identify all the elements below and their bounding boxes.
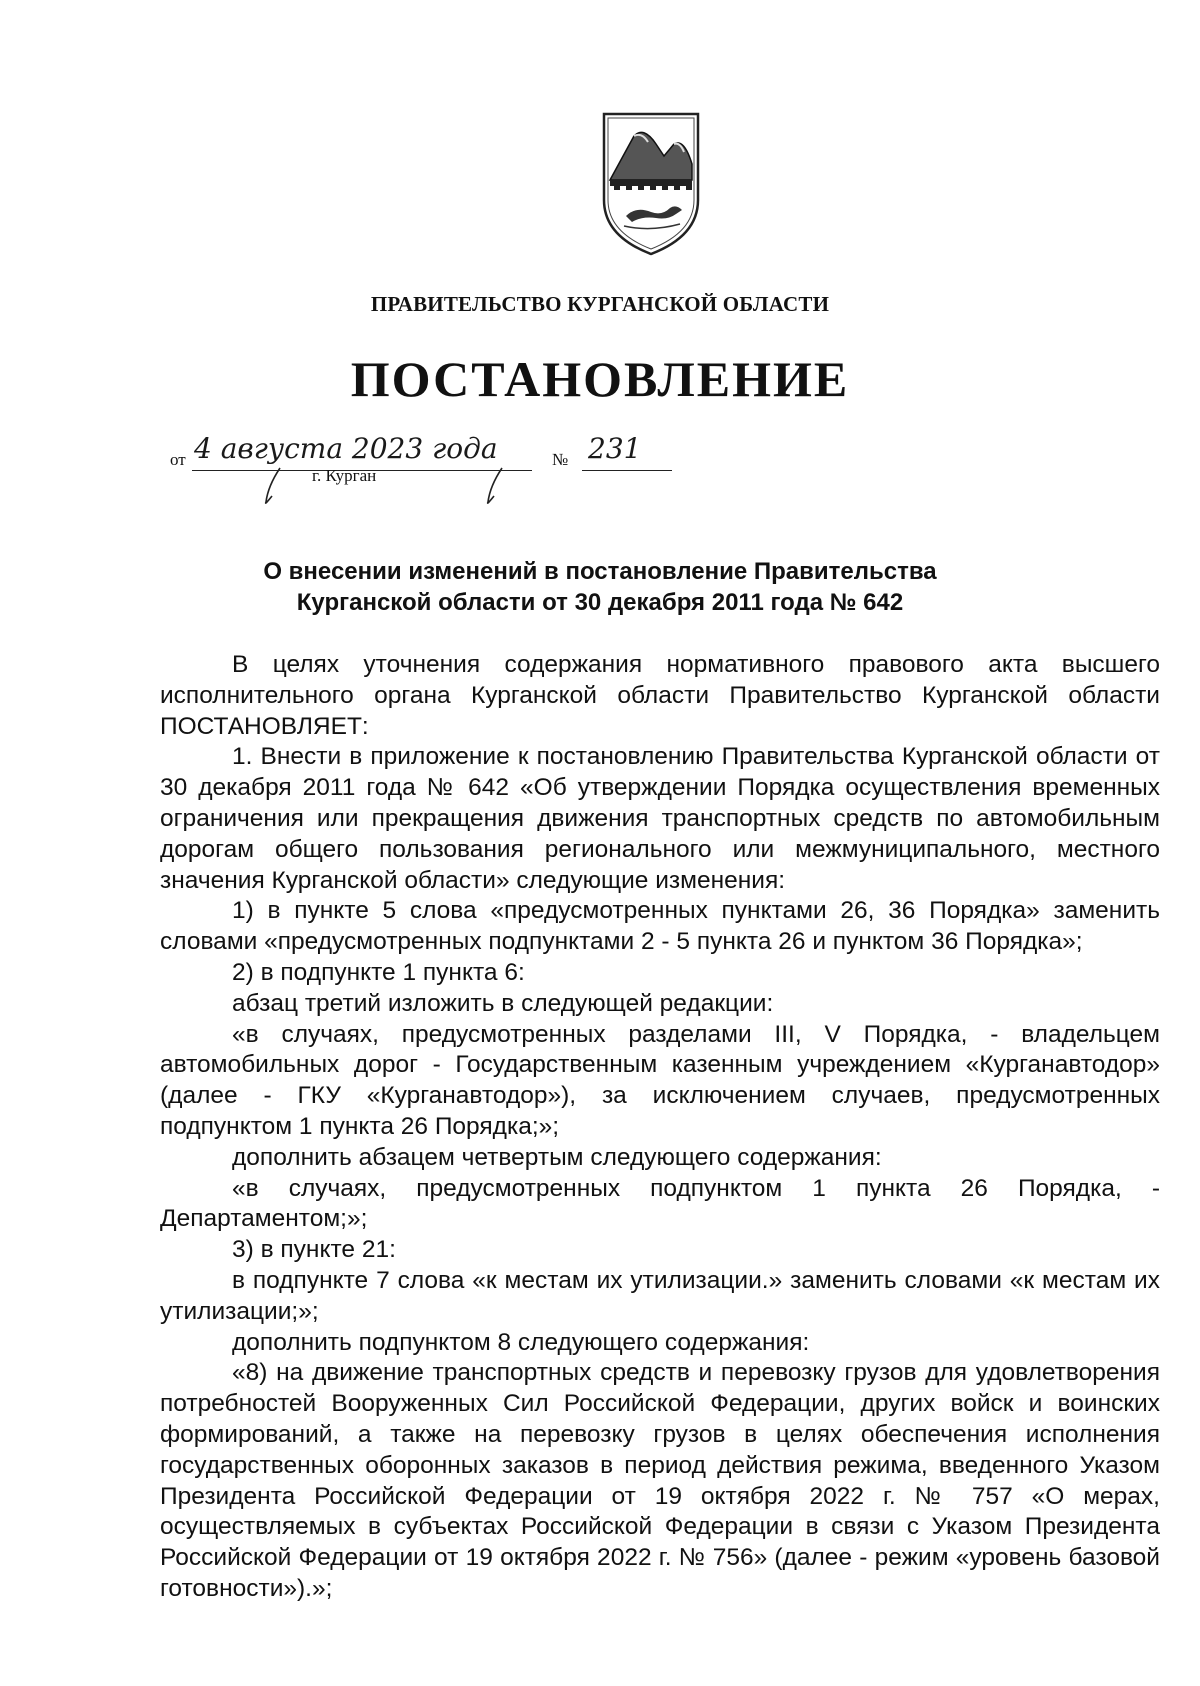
title-line: О внесении изменений в постановление Правительства [263,558,937,585]
handwritten-date: 4 августа 2023 года [194,432,498,465]
city-name: г. Курган [312,466,377,485]
number-underline [582,470,672,471]
body-paragraph: 1) в пункте 5 слова «предусмотренных пунктами 26, 36 Порядка» заменить словами «предусмотренных подпунктами 2 - 5 пункта 26 и пунктом 36 Порядка»; [160,897,1160,956]
handwriting-stroke [258,466,288,506]
body-paragraph: В целях уточнения содержания нормативного правового акта высшего исполнительного органа Курганской области Правительство Курганской области ПОСТАНОВЛЯЕТ: [160,651,1160,740]
body-paragraph: в подпункте 7 слова «к местам их утилизации.» заменить словами «к местам их утилизации;»; [160,1266,1160,1325]
document-title [160,556,1040,618]
document-type-heading: ПОСТАНОВЛЕНИЕ [350,351,850,407]
body-paragraph: «в случаях, предусмотренных подпунктом 1 пункта 26 Порядка, - Департаментом;»; [160,1174,1160,1233]
body-paragraph: «8) на движение транспортных средств и перевозку грузов для удовлетворения потребностей Вооруженных Сил Российской Федерации, других войск и воинских формирований, а также на перевозку грузов в целях обеспечения исполнения государственных оборонных заказов в период действия режима, введенного Указом Президента Российской Федерации от 19 октября 2022 г. № 757 «О мерах, осуществляемых в субъектах Российской Федерации в связи с Указом Президента Российской Федерации от 19 октября 2022 г. № 756» (далее - режим «уровень базовой готовности»).»; [160,1359,1160,1602]
handwritten-number: 231 [588,432,642,465]
number-prefix: № [552,450,569,469]
body-paragraph: дополнить абзацем четвертым следующего содержания: [232,1143,882,1171]
document-body [160,650,1160,1605]
body-paragraph: 2) в подпункте 1 пункта 6: [232,958,525,986]
date-number-line [170,432,690,508]
body-paragraph: абзац третий изложить в следующей редакции: [232,989,774,1017]
coat-of-arms-emblem [596,108,706,258]
body-paragraph: 1. Внести в приложение к постановлению Правительства Курганской области от 30 декабря 2011 года № 642 «Об утверждении Порядка осуществления временных ограничения или прекращения движения транспортных средств по автомобильным дорогам общего пользования регионального или межмуниципального, местного значения Курганской области» следующие изменения: [160,743,1160,894]
body-paragraph: 3) в пункте 21: [232,1236,396,1264]
body-paragraph: «в случаях, предусмотренных разделами III, V Порядка, - владельцем автомобильных дорог - Государственным казенным учреждением «Курганавтодор» (далее - ГКУ «Курганавтодор»), за исключением случаев, предусмотренных подпунктом 1 пункта 26 Порядка;»; [160,1020,1160,1140]
title-line: Курганской области от 30 декабря 2011 года № 642 [296,589,904,616]
date-prefix: от [170,450,186,469]
handwriting-stroke [480,466,510,506]
organization-name: ПРАВИТЕЛЬСТВО КУРГАНСКОЙ ОБЛАСТИ [370,292,830,316]
body-paragraph: дополнить подпунктом 8 следующего содержания: [232,1328,810,1356]
